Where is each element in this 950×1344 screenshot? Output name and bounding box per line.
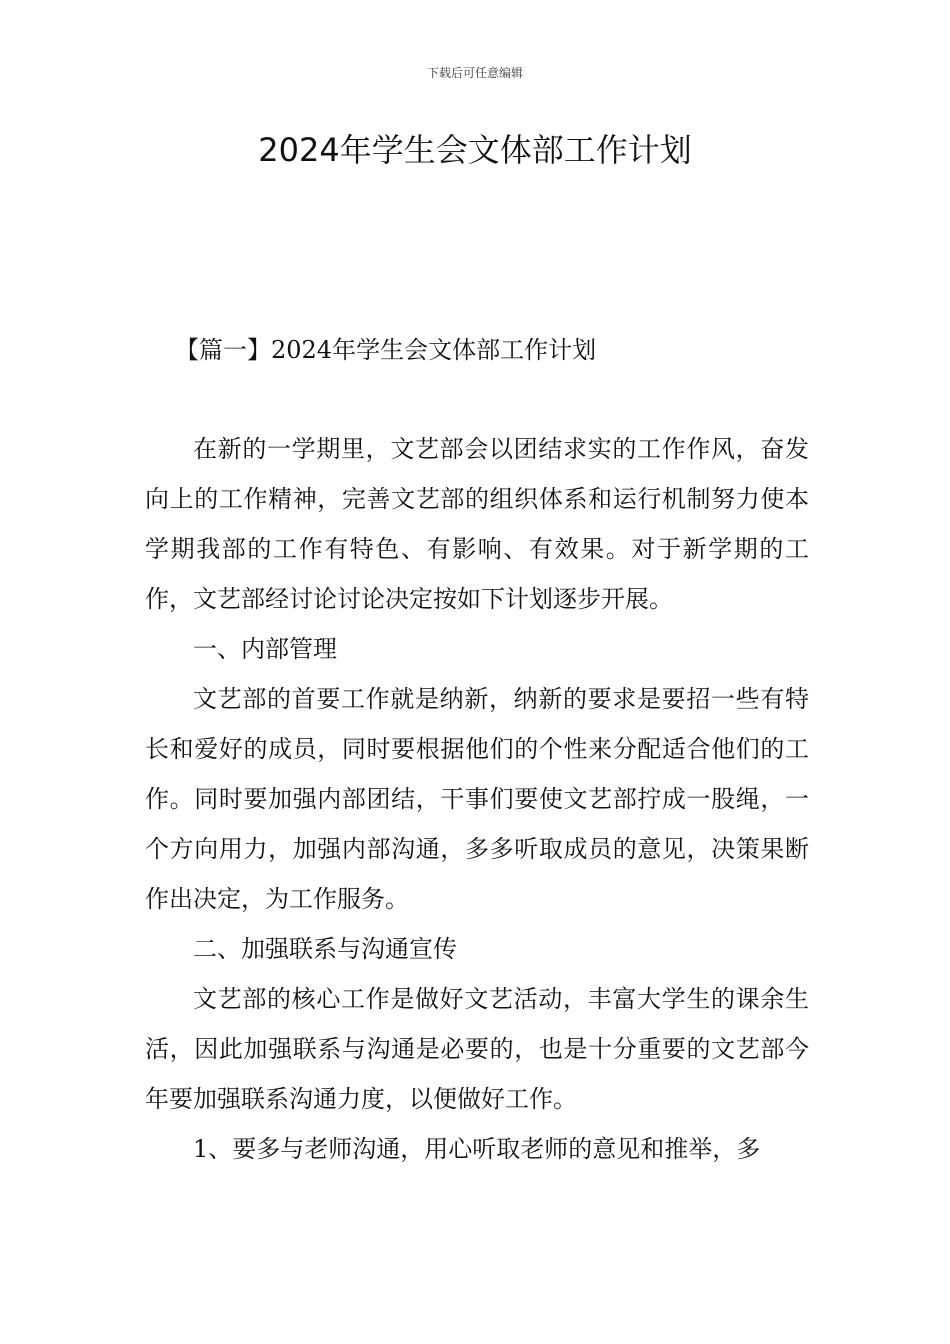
header-note: 下载后可任意编辑 <box>426 66 523 80</box>
paragraph-intro: 在新的一学期里，文艺部会以团结求实的工作作风，奋发向上的工作精神，完善文艺部的组织体系和运行机制努力使本学期我部的工作有特色、有影响、有效果。对于新学期的工作，文艺部经讨论讨论决定按如下计划逐步开展。 <box>145 435 809 613</box>
section-heading: 【篇一】2024年学生会文体部工作计划 <box>175 336 597 364</box>
paragraph-communication: 文艺部的核心工作是做好文艺活动，丰富大学生的课余生活，因此加强联系与沟通是必要的，也是十分重要的文艺部今年要加强联系沟通力度，以便做好工作。 <box>145 985 809 1113</box>
heading-communication: 二、加强联系与沟通宣传 <box>193 935 457 963</box>
heading-internal-management: 一、内部管理 <box>193 635 337 663</box>
document-title: 2024年学生会文体部工作计划 <box>258 131 692 169</box>
paragraph-item-1: 1、要多与老师沟通，用心听取老师的意见和推举，多 <box>193 1135 761 1163</box>
paragraph-internal-management: 文艺部的首要工作就是纳新，纳新的要求是要招一些有特长和爱好的成员，同时要根据他们的个性来分配适合他们的工作。同时要加强内部团结，干事们要使文艺部拧成一股绳，一个方向用力，加强内部沟通，多多听取成员的意见，决策果断作出决定，为工作服务。 <box>145 685 809 913</box>
document-body <box>145 424 809 1174</box>
